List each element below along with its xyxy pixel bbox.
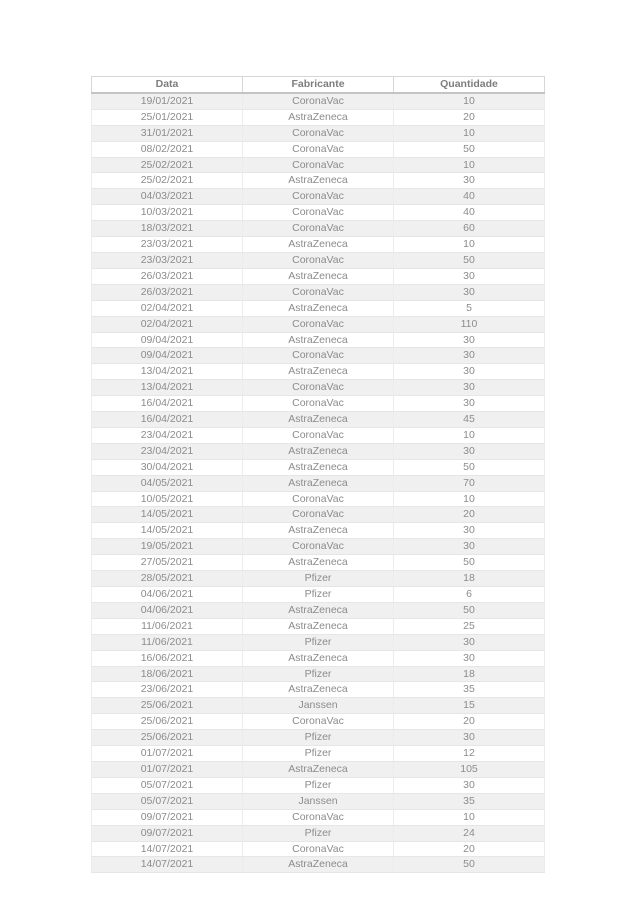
- cell-data: 10/05/2021: [92, 491, 243, 507]
- cell-data: 05/07/2021: [92, 777, 243, 793]
- cell-fabricante: AstraZeneca: [243, 459, 394, 475]
- cell-data: 23/03/2021: [92, 252, 243, 268]
- cell-fabricante: CoronaVac: [243, 221, 394, 237]
- cell-data: 23/04/2021: [92, 427, 243, 443]
- cell-fabricante: CoronaVac: [243, 348, 394, 364]
- cell-fabricante: CoronaVac: [243, 507, 394, 523]
- cell-fabricante: CoronaVac: [243, 284, 394, 300]
- cell-quantidade: 50: [394, 459, 545, 475]
- cell-data: 01/07/2021: [92, 746, 243, 762]
- cell-quantidade: 40: [394, 189, 545, 205]
- header-quantidade: Quantidade: [394, 77, 545, 93]
- table-row: [92, 125, 545, 141]
- cell-fabricante: AstraZeneca: [243, 443, 394, 459]
- cell-data: 19/01/2021: [92, 93, 243, 109]
- cell-data: 26/03/2021: [92, 268, 243, 284]
- cell-quantidade: 12: [394, 746, 545, 762]
- cell-quantidade: 50: [394, 141, 545, 157]
- table-row: [92, 221, 545, 237]
- cell-fabricante: AstraZeneca: [243, 761, 394, 777]
- cell-quantidade: 50: [394, 555, 545, 571]
- cell-fabricante: AstraZeneca: [243, 857, 394, 873]
- cell-quantidade: 30: [394, 332, 545, 348]
- cell-data: 16/06/2021: [92, 650, 243, 666]
- table-row: [92, 491, 545, 507]
- table-header: [92, 77, 545, 93]
- cell-quantidade: 35: [394, 682, 545, 698]
- cell-data: 23/03/2021: [92, 237, 243, 253]
- cell-fabricante: Janssen: [243, 698, 394, 714]
- cell-data: 13/04/2021: [92, 380, 243, 396]
- table-row: [92, 761, 545, 777]
- cell-quantidade: 10: [394, 93, 545, 109]
- cell-data: 25/06/2021: [92, 730, 243, 746]
- cell-data: 18/03/2021: [92, 221, 243, 237]
- cell-quantidade: 30: [394, 650, 545, 666]
- table-row: [92, 332, 545, 348]
- cell-data: 25/02/2021: [92, 157, 243, 173]
- cell-data: 11/06/2021: [92, 634, 243, 650]
- table-row: [92, 825, 545, 841]
- table-row: [92, 793, 545, 809]
- cell-fabricante: AstraZeneca: [243, 268, 394, 284]
- cell-data: 08/02/2021: [92, 141, 243, 157]
- cell-data: 25/01/2021: [92, 109, 243, 125]
- table-row: [92, 427, 545, 443]
- cell-data: 02/04/2021: [92, 316, 243, 332]
- cell-quantidade: 10: [394, 237, 545, 253]
- table-row: [92, 316, 545, 332]
- table-row: [92, 571, 545, 587]
- table-row: [92, 93, 545, 109]
- cell-quantidade: 20: [394, 507, 545, 523]
- table-row: [92, 809, 545, 825]
- cell-quantidade: 30: [394, 364, 545, 380]
- table-row: [92, 587, 545, 603]
- cell-data: 23/06/2021: [92, 682, 243, 698]
- table-row: [92, 237, 545, 253]
- table-row: [92, 364, 545, 380]
- cell-fabricante: AstraZeneca: [243, 237, 394, 253]
- cell-fabricante: Pfizer: [243, 825, 394, 841]
- cell-data: 02/04/2021: [92, 300, 243, 316]
- cell-quantidade: 30: [394, 730, 545, 746]
- table-row: [92, 746, 545, 762]
- table-row: [92, 539, 545, 555]
- cell-quantidade: 10: [394, 427, 545, 443]
- table-row: [92, 173, 545, 189]
- cell-fabricante: CoronaVac: [243, 539, 394, 555]
- cell-fabricante: CoronaVac: [243, 157, 394, 173]
- cell-data: 25/06/2021: [92, 698, 243, 714]
- cell-fabricante: AstraZeneca: [243, 682, 394, 698]
- cell-quantidade: 10: [394, 809, 545, 825]
- cell-quantidade: 110: [394, 316, 545, 332]
- cell-data: 09/07/2021: [92, 825, 243, 841]
- cell-quantidade: 30: [394, 284, 545, 300]
- cell-fabricante: CoronaVac: [243, 427, 394, 443]
- cell-quantidade: 10: [394, 157, 545, 173]
- cell-fabricante: AstraZeneca: [243, 173, 394, 189]
- cell-fabricante: CoronaVac: [243, 396, 394, 412]
- cell-fabricante: AstraZeneca: [243, 650, 394, 666]
- cell-quantidade: 18: [394, 571, 545, 587]
- cell-quantidade: 50: [394, 602, 545, 618]
- table-row: [92, 300, 545, 316]
- cell-fabricante: CoronaVac: [243, 189, 394, 205]
- cell-quantidade: 25: [394, 618, 545, 634]
- cell-data: 11/06/2021: [92, 618, 243, 634]
- cell-fabricante: AstraZeneca: [243, 109, 394, 125]
- table-row: [92, 443, 545, 459]
- cell-quantidade: 20: [394, 714, 545, 730]
- table-row: [92, 730, 545, 746]
- table-row: [92, 602, 545, 618]
- table-row: [92, 380, 545, 396]
- cell-quantidade: 5: [394, 300, 545, 316]
- cell-data: 13/04/2021: [92, 364, 243, 380]
- cell-quantidade: 20: [394, 841, 545, 857]
- cell-quantidade: 50: [394, 252, 545, 268]
- cell-fabricante: CoronaVac: [243, 93, 394, 109]
- table-row: [92, 618, 545, 634]
- cell-quantidade: 105: [394, 761, 545, 777]
- table-row: [92, 109, 545, 125]
- table-row: [92, 205, 545, 221]
- table-row: [92, 507, 545, 523]
- cell-data: 19/05/2021: [92, 539, 243, 555]
- cell-quantidade: 30: [394, 348, 545, 364]
- cell-fabricante: AstraZeneca: [243, 475, 394, 491]
- cell-data: 05/07/2021: [92, 793, 243, 809]
- header-fabricante: Fabricante: [243, 77, 394, 93]
- cell-quantidade: 24: [394, 825, 545, 841]
- cell-fabricante: CoronaVac: [243, 316, 394, 332]
- cell-fabricante: Pfizer: [243, 746, 394, 762]
- cell-quantidade: 40: [394, 205, 545, 221]
- cell-data: 14/07/2021: [92, 857, 243, 873]
- table-row: [92, 284, 545, 300]
- table-row: [92, 714, 545, 730]
- cell-data: 25/02/2021: [92, 173, 243, 189]
- table-row: [92, 841, 545, 857]
- cell-fabricante: CoronaVac: [243, 205, 394, 221]
- cell-data: 27/05/2021: [92, 555, 243, 571]
- cell-fabricante: CoronaVac: [243, 125, 394, 141]
- cell-fabricante: AstraZeneca: [243, 602, 394, 618]
- cell-data: 25/06/2021: [92, 714, 243, 730]
- cell-data: 14/07/2021: [92, 841, 243, 857]
- cell-data: 16/04/2021: [92, 396, 243, 412]
- cell-data: 23/04/2021: [92, 443, 243, 459]
- table-row: [92, 475, 545, 491]
- cell-quantidade: 30: [394, 523, 545, 539]
- cell-fabricante: Pfizer: [243, 777, 394, 793]
- cell-quantidade: 70: [394, 475, 545, 491]
- table-row: [92, 634, 545, 650]
- table-row: [92, 682, 545, 698]
- cell-fabricante: AstraZeneca: [243, 412, 394, 428]
- cell-data: 14/05/2021: [92, 523, 243, 539]
- cell-quantidade: 10: [394, 125, 545, 141]
- table-row: [92, 252, 545, 268]
- table-row: [92, 141, 545, 157]
- cell-quantidade: 45: [394, 412, 545, 428]
- cell-data: 01/07/2021: [92, 761, 243, 777]
- cell-quantidade: 30: [394, 634, 545, 650]
- table-row: [92, 857, 545, 873]
- cell-fabricante: CoronaVac: [243, 380, 394, 396]
- table-row: [92, 268, 545, 284]
- cell-data: 04/03/2021: [92, 189, 243, 205]
- cell-fabricante: CoronaVac: [243, 714, 394, 730]
- cell-quantidade: 30: [394, 777, 545, 793]
- table-row: [92, 348, 545, 364]
- cell-fabricante: Pfizer: [243, 634, 394, 650]
- table-row: [92, 698, 545, 714]
- table-row: [92, 412, 545, 428]
- cell-data: 09/07/2021: [92, 809, 243, 825]
- cell-quantidade: 30: [394, 173, 545, 189]
- cell-fabricante: CoronaVac: [243, 252, 394, 268]
- cell-quantidade: 30: [394, 380, 545, 396]
- cell-quantidade: 15: [394, 698, 545, 714]
- cell-quantidade: 20: [394, 109, 545, 125]
- table-body: [92, 93, 545, 873]
- cell-quantidade: 30: [394, 268, 545, 284]
- table-row: [92, 157, 545, 173]
- cell-data: 16/04/2021: [92, 412, 243, 428]
- cell-data: 04/06/2021: [92, 602, 243, 618]
- table-row: [92, 650, 545, 666]
- cell-quantidade: 6: [394, 587, 545, 603]
- cell-fabricante: AstraZeneca: [243, 332, 394, 348]
- header-row: [92, 77, 545, 93]
- table-row: [92, 459, 545, 475]
- cell-data: 30/04/2021: [92, 459, 243, 475]
- cell-fabricante: CoronaVac: [243, 491, 394, 507]
- cell-fabricante: AstraZeneca: [243, 618, 394, 634]
- cell-data: 09/04/2021: [92, 348, 243, 364]
- cell-quantidade: 60: [394, 221, 545, 237]
- cell-fabricante: Janssen: [243, 793, 394, 809]
- cell-data: 10/03/2021: [92, 205, 243, 221]
- cell-data: 09/04/2021: [92, 332, 243, 348]
- table-row: [92, 396, 545, 412]
- cell-fabricante: AstraZeneca: [243, 364, 394, 380]
- header-data: Data: [92, 77, 243, 93]
- cell-fabricante: AstraZeneca: [243, 555, 394, 571]
- cell-fabricante: CoronaVac: [243, 841, 394, 857]
- cell-quantidade: 50: [394, 857, 545, 873]
- cell-quantidade: 30: [394, 443, 545, 459]
- cell-quantidade: 10: [394, 491, 545, 507]
- cell-fabricante: Pfizer: [243, 666, 394, 682]
- cell-fabricante: Pfizer: [243, 587, 394, 603]
- cell-data: 04/05/2021: [92, 475, 243, 491]
- table-row: [92, 523, 545, 539]
- cell-quantidade: 30: [394, 539, 545, 555]
- table-row: [92, 189, 545, 205]
- cell-fabricante: Pfizer: [243, 571, 394, 587]
- cell-data: 28/05/2021: [92, 571, 243, 587]
- table-row: [92, 777, 545, 793]
- cell-quantidade: 35: [394, 793, 545, 809]
- vaccine-table: [91, 76, 545, 873]
- cell-data: 14/05/2021: [92, 507, 243, 523]
- cell-quantidade: 18: [394, 666, 545, 682]
- cell-data: 04/06/2021: [92, 587, 243, 603]
- cell-data: 18/06/2021: [92, 666, 243, 682]
- cell-fabricante: Pfizer: [243, 730, 394, 746]
- cell-data: 31/01/2021: [92, 125, 243, 141]
- cell-fabricante: AstraZeneca: [243, 300, 394, 316]
- cell-fabricante: CoronaVac: [243, 809, 394, 825]
- cell-fabricante: CoronaVac: [243, 141, 394, 157]
- cell-data: 26/03/2021: [92, 284, 243, 300]
- table-row: [92, 555, 545, 571]
- cell-fabricante: AstraZeneca: [243, 523, 394, 539]
- cell-quantidade: 30: [394, 396, 545, 412]
- table-row: [92, 666, 545, 682]
